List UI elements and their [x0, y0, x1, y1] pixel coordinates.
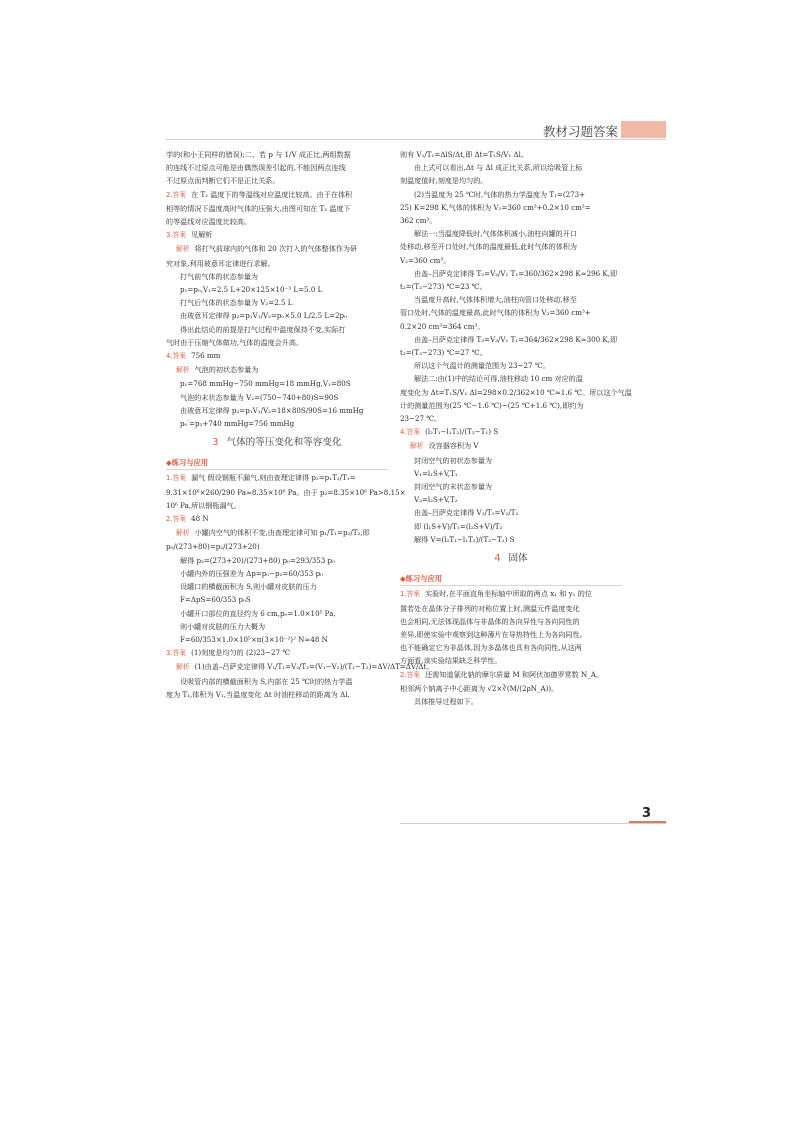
- practice-rule: [400, 585, 622, 586]
- text-line: [400, 454, 622, 467]
- text-line: [400, 668, 622, 682]
- text-line: [166, 633, 388, 646]
- text-line: [166, 593, 388, 606]
- text-line: [400, 682, 622, 695]
- text-line: [400, 161, 622, 174]
- text-line: [400, 306, 622, 319]
- text-line: [400, 227, 622, 240]
- line-text: 漏气 假设钢瓶不漏气,则由查理定律得 p₂=p₁T₂/T₁=: [191, 473, 356, 483]
- line-text: 362 cm³。: [400, 216, 437, 226]
- line-text: p₀/(273+80)=p₂/(273+20): [166, 542, 260, 552]
- line-text: 设罐口的横截面积为 S,则小罐对皮肤的压力: [180, 582, 317, 592]
- line-text: 方面看,该实验结果缺乏科学性。: [400, 656, 502, 666]
- line-text: 也会相同,无法体现晶体与非晶体的各向异性与各向同性的: [400, 616, 580, 626]
- line-text: 气泡的末状态参量为 V₂=(750−740+80)S=90S: [180, 392, 339, 402]
- line-text: 得出此结论的前提是打气过程中温度保持不变,实际打: [180, 324, 346, 334]
- section-title: 固体: [508, 553, 528, 565]
- text-line: [400, 320, 622, 333]
- line-text: 10⁶ Pa,所以钢瓶漏气。: [166, 500, 241, 510]
- line-text: 设容器容积为 V: [428, 441, 479, 451]
- text-line: [166, 283, 388, 296]
- text-line: [400, 628, 622, 641]
- line-text: 小罐内空气的体积不变,由查理定律可知 p₁/T₁=p₂/T₂,即: [194, 528, 370, 538]
- text-line: [166, 349, 388, 363]
- line-text: 23~27 ℃。: [400, 414, 442, 424]
- text-line: [400, 174, 622, 187]
- text-line: [166, 526, 388, 540]
- line-text: 实验时,在平面直角坐标轴中所取的两点 x₁ 和 y₁ 的位: [425, 589, 592, 599]
- answer-label: 4.答案: [166, 352, 187, 361]
- line-text: 小罐内外的压强差为 Δp=p₀−p₂=60/353 p₀: [180, 568, 323, 578]
- line-text: 也不能确定它为非晶体,因为多晶体也具有各向同性,从这两: [400, 643, 582, 653]
- text-line: [400, 280, 622, 293]
- line-text: 解法一:当温度降低时,气体体积减小,油柱向罐的开口: [414, 229, 577, 239]
- text-line: [166, 417, 388, 430]
- text-line: [166, 161, 388, 174]
- text-line: [400, 399, 622, 412]
- text-line: [166, 391, 388, 404]
- line-text: 打气后气体的状态参量为 V₂=2.5 L: [180, 298, 293, 308]
- text-line: [400, 412, 622, 425]
- text-line: [166, 215, 388, 228]
- line-text: 刻温度值时,刻度是均匀的。: [400, 176, 488, 186]
- line-text: p₀′=p₂+740 mmHg=756 mmHg: [180, 419, 295, 429]
- text-line: [400, 201, 622, 214]
- text-line: [400, 425, 622, 439]
- text-line: [166, 148, 388, 161]
- text-line: [166, 540, 388, 553]
- text-line: [166, 323, 388, 336]
- line-text: 打气前气体的状态参量为: [180, 271, 259, 281]
- answer-label: 2.答案: [166, 190, 187, 199]
- text-line: [400, 188, 622, 201]
- line-text: (1)刻度是均匀的 (2)23~27 ℃: [191, 648, 291, 658]
- text-line: [400, 654, 622, 667]
- line-text: 即 (l₁S+V)/T₁=(l₂S+V)/T₂: [414, 521, 503, 531]
- line-text: 当温度升高时,气体体积增大,油柱向管口处移动,移至: [414, 295, 577, 305]
- answer-label: 解析: [176, 245, 190, 254]
- text-line: [166, 377, 388, 390]
- text-line: [166, 336, 388, 349]
- line-text: 度变化为 Δt=T₁S/V₁ Δl=298×0.2/362×10 ℃≈1.6 ℃。所以这个气温: [400, 387, 632, 397]
- text-line: [400, 386, 632, 399]
- line-text: F=ΔpS=60/353 p₀S: [180, 595, 251, 605]
- line-text: 管口处时,气体的温度最高,此时气体的体积为 V₃=360 cm³+: [400, 308, 591, 318]
- line-text: 则小罐对皮肤的压力大概为: [180, 621, 266, 631]
- line-text: 由盖–吕萨克定律得 T₂=V₂/V₁ T₁=360/362×298 K≈296 K,即: [414, 268, 618, 278]
- line-text: 不过原点而判断它们不是正比关系。: [166, 176, 280, 186]
- line-text: 的等温线对应温度比较高。: [166, 217, 252, 227]
- footer-rule: [400, 823, 666, 824]
- text-line: [400, 148, 622, 161]
- line-text: 见解析: [191, 230, 213, 240]
- line-text: 0.2×20 cm³=364 cm³。: [400, 321, 485, 331]
- answer-label: 3.答案: [166, 231, 187, 240]
- line-text: p₁=768 mmHg−750 mmHg=18 mmHg,V₁=80S: [180, 379, 351, 389]
- answer-label: 1.答案: [400, 590, 421, 599]
- text-line: [400, 439, 622, 453]
- text-line: [166, 270, 388, 283]
- text-line: [400, 602, 622, 615]
- line-text: 解得 p₂=(273+20)/(273+80) p₀=293/353 p₀: [180, 555, 335, 565]
- practice-heading: ◆练习与应用: [166, 458, 209, 468]
- answer-label: 2.答案: [166, 515, 187, 524]
- text-line: [166, 688, 388, 701]
- section-number: 4: [494, 553, 501, 565]
- text-line: [400, 493, 622, 506]
- section-number: 3: [212, 437, 219, 449]
- header-title: 教材习题答案: [543, 124, 619, 139]
- line-text: 气泡的初状态参量为: [194, 365, 259, 375]
- text-line: [400, 695, 622, 708]
- text-line: [400, 533, 622, 546]
- line-text: 差异,即使实验中观察到这种薄片在导热特性上为各向同性,: [400, 629, 582, 639]
- line-text: 在 T₂ 温度下的等温线对应温度比较高。由于在体积: [191, 189, 353, 199]
- line-text: 小罐开口部位的直径约为 6 cm,p₀=1.0×10⁵ Pa,: [180, 608, 336, 618]
- line-text: 置若处在晶体分子排列的对称位置上时,测温元件温度变化: [400, 603, 580, 613]
- line-text: 由上式可以看出,Δt 与 Δl 成正比关系,所以给吸管上标: [414, 163, 583, 173]
- text-line: [166, 363, 388, 377]
- line-text: (2)当温度为 25 ℃时,气体的热力学温度为 T₁=(273+: [414, 189, 586, 199]
- text-line: [166, 202, 388, 215]
- text-line: [400, 346, 622, 359]
- line-text: 48 N: [191, 514, 209, 524]
- text-line: [400, 467, 622, 480]
- text-line: [400, 615, 622, 628]
- line-text: 所以这个气温计的测量范围为 23~27 ℃。: [414, 361, 550, 371]
- text-line: [400, 267, 622, 280]
- answer-label: 解析: [176, 529, 190, 538]
- line-text: V₂=360 cm³。: [400, 255, 451, 265]
- text-line: [166, 257, 388, 270]
- line-text: 由盖–吕萨克定律得 V₁/T₁=V₂/T₂: [414, 508, 519, 518]
- text-line: [166, 228, 388, 242]
- text-line: [400, 214, 622, 227]
- answer-label: 4.答案: [400, 428, 421, 437]
- line-text: 相邻两个钠离子中心距离为 √2×∛(M/(2ρN_A))。: [400, 683, 559, 693]
- line-text: 的连线不过原点可能是由偶然误差引起的,不能因两点连线: [166, 163, 346, 173]
- line-text: 相等的情况下温度高时气体的压强大,由图可知在 T₂ 温度下: [166, 203, 351, 213]
- line-text: (l₂T₁−l₁T₂)/(T₂−T₁) S: [425, 427, 499, 437]
- header-rule: [166, 139, 666, 140]
- text-line: [400, 254, 622, 267]
- line-text: 封闭空气的末状态参量为: [414, 482, 493, 492]
- section-heading: [400, 548, 622, 570]
- line-text: 由玻意耳定律得 p₂=p₁V₁/V₂=18×80S/90S=16 mmHg: [180, 405, 364, 415]
- text-line: [400, 372, 622, 385]
- text-line: [166, 242, 388, 256]
- text-line: [166, 620, 388, 633]
- line-text: 解得 V=(l₂T₁−l₁T₂)/(T₂−T₁) S: [414, 534, 515, 544]
- answer-label: 解析: [176, 663, 190, 672]
- text-line: [166, 660, 434, 674]
- section-title: 气体的等压变化和等容变化: [226, 437, 342, 449]
- text-line: [166, 471, 388, 485]
- line-text: V₂=l₂S+V,T₂: [414, 495, 458, 505]
- text-line: [400, 641, 622, 654]
- text-line: [166, 646, 388, 660]
- answer-label: 2.答案: [400, 670, 421, 679]
- text-line: [166, 174, 388, 187]
- text-line: [166, 567, 388, 580]
- practice-heading: ◆练习与应用: [400, 574, 443, 584]
- line-text: 计的测量范围为(25 ℃−1.6 ℃)~(25 ℃+1.6 ℃),即约为: [400, 400, 584, 410]
- line-text: p₁=p₀,V₁=2.5 L+20×125×10⁻³ L=5.0 L: [180, 285, 323, 295]
- line-text: 学的(和小王同样的错误);二、若 p 与 1/V 成正比,两组数据: [166, 150, 351, 159]
- line-text: F=60/353×1.0×10⁵×π(3×10⁻²)² N≈48 N: [180, 634, 328, 644]
- text-line: [400, 480, 622, 493]
- line-text: 究对象,利用玻意耳定律进行求解。: [166, 258, 275, 268]
- answer-label: 解析: [410, 442, 424, 451]
- text-line: [166, 580, 388, 593]
- text-line: [166, 486, 406, 499]
- line-text: t₃=(T₃−273) ℃=27 ℃。: [400, 348, 487, 358]
- answer-label: 解析: [176, 366, 190, 375]
- text-line: [166, 675, 388, 688]
- text-line: [166, 296, 388, 309]
- text-line: [166, 607, 388, 620]
- answer-label: 3.答案: [166, 649, 187, 658]
- section-heading: [166, 432, 388, 454]
- page-number: 3: [642, 806, 652, 821]
- line-text: 将打气前球内的气体和 20 次打入的气体整体作为研: [194, 244, 358, 254]
- text-line: [166, 499, 388, 512]
- text-line: [400, 359, 622, 372]
- text-line: [166, 404, 388, 417]
- line-text: 解法二:由(1)中的结论可得,油柱移动 10 cm 对应的温: [414, 374, 583, 384]
- line-text: 756 mm: [191, 351, 221, 361]
- line-text: 则有 V₁/T₁=ΔlS/Δt,即 Δt=T₁S/V₁ Δl。: [400, 150, 528, 159]
- line-text: 9.31×10⁶×260/290 Pa≈8.35×10⁶ Pa。由于 p₂=8.35×10⁶ Pa>8.15×: [166, 487, 406, 497]
- line-text: 由盖–吕萨克定律得 T₃=V₃/V₁ T₁=364/362×298 K≈300 K,即: [414, 334, 618, 344]
- line-text: 25) K=298 K,气体的体积为 V₁=360 cm³+0.2×10 cm³=: [400, 202, 591, 212]
- line-text: 封闭空气的初状态参量为: [414, 455, 493, 465]
- text-line: [400, 587, 622, 601]
- line-text: (1)由盖–吕萨克定律得 V₁/T₁=V₂/T₂=(V₁−V₂)/(T₁−T₂)=ΔV/ΔT=ΔV/Δt。: [194, 662, 434, 672]
- line-text: t₂=(T₂−273) ℃=23 ℃。: [400, 282, 487, 292]
- line-text: 还需知道氯化钠的摩尔质量 M 和阿伏加德罗常数 N_A。: [425, 669, 603, 679]
- line-text: 气时由于压缩气体做功,气体的温度会升高。: [166, 337, 304, 347]
- text-line: [400, 520, 622, 533]
- text-line: [166, 309, 388, 322]
- answer-label: 1.答案: [166, 474, 187, 483]
- text-line: [166, 554, 388, 567]
- line-text: 处移动,移至开口处时,气体的温度最低,此时气体的体积为: [400, 242, 578, 252]
- line-text: 设吸管内部的横截面积为 S,内部在 25 ℃时的热力学温: [180, 676, 353, 686]
- text-line: [400, 333, 622, 346]
- header-accent-box: [621, 121, 666, 138]
- line-text: 由玻意耳定律得 p₂=p₁V₁/V₂=p₀×5.0 L/2.5 L=2p₀: [180, 311, 347, 321]
- text-line: [166, 188, 388, 202]
- line-text: V₁=l₁S+V,T₁: [414, 468, 458, 478]
- text-line: [400, 240, 622, 253]
- line-text: 度为 T₁,体积为 V₁,当温度变化 Δt 时油柱移动的距离为 Δl,: [166, 689, 350, 699]
- line-text: 具体推导过程如下。: [414, 696, 478, 706]
- text-line: [400, 293, 622, 306]
- text-line: [400, 506, 622, 519]
- text-line: [166, 512, 388, 526]
- right-column: [400, 148, 632, 708]
- practice-rule: [166, 469, 388, 470]
